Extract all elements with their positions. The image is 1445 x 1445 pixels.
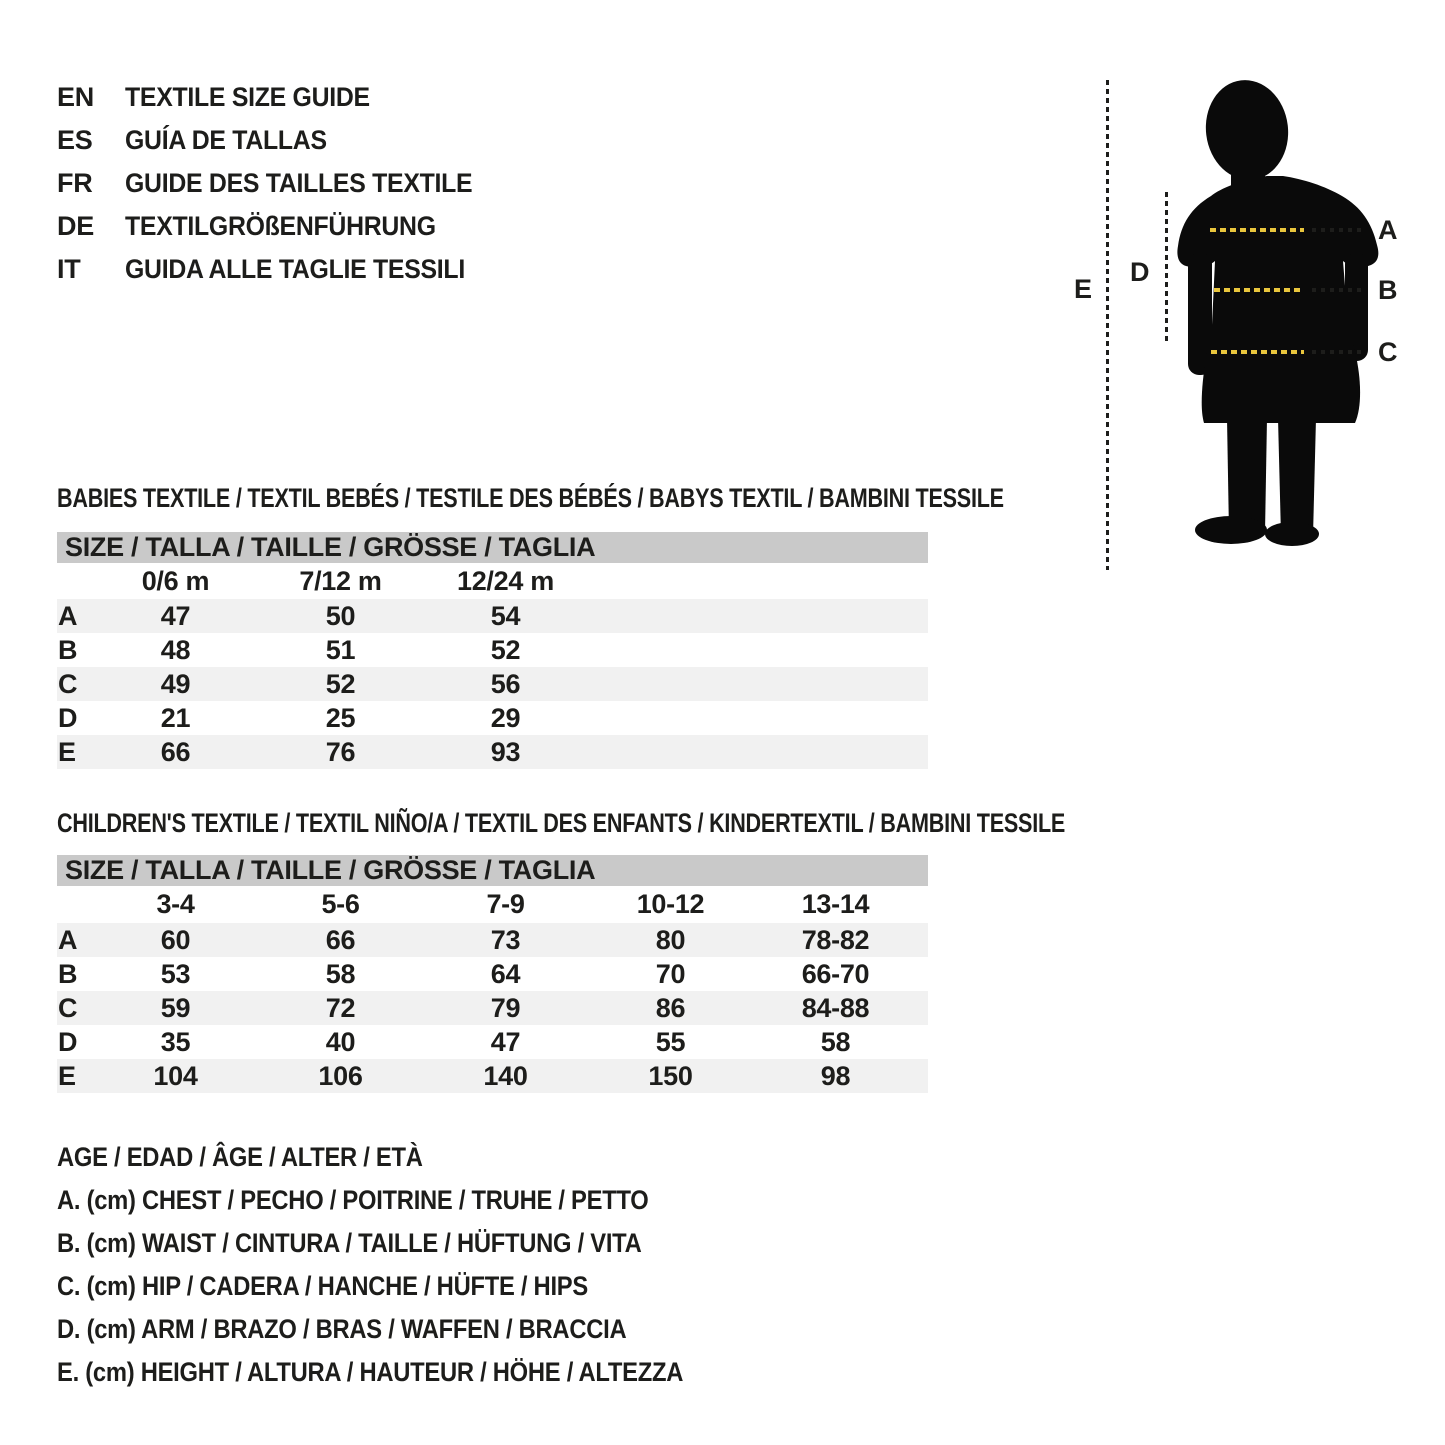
cell: 54 <box>490 600 521 631</box>
cell: 47 <box>160 600 191 631</box>
size-header-label: SIZE / TALLA / TAILLE / GRÖSSE / TAGLIA <box>65 532 596 562</box>
cell: 79 <box>490 992 521 1023</box>
waist-measure-line-b <box>1214 288 1302 292</box>
guide-title-it: GUIDA ALLE TAGLIE TESSILI <box>125 254 465 284</box>
cell: 21 <box>160 702 191 733</box>
cell: 50 <box>325 600 356 631</box>
cell: 78-82 <box>801 924 870 955</box>
size-header-bar <box>57 855 928 886</box>
lang-code: DE <box>57 211 94 241</box>
cell: 60 <box>160 924 191 955</box>
lang-line-de <box>57 205 503 248</box>
cell: 25 <box>325 702 356 733</box>
table-row <box>57 633 928 667</box>
cell: 58 <box>325 958 356 989</box>
row-label: C <box>58 992 78 1023</box>
cell: 59 <box>160 992 191 1023</box>
babies-section-title <box>57 483 1241 514</box>
column-header: 7/12 m <box>299 565 382 596</box>
cell: 93 <box>490 736 521 767</box>
cell: 86 <box>655 992 686 1023</box>
figure-label-a: A <box>1378 215 1398 245</box>
chest-measure-leader-a <box>1312 228 1366 232</box>
row-label: E <box>58 1060 76 1091</box>
cell: 29 <box>490 702 521 733</box>
figure-label-c: C <box>1378 337 1398 367</box>
measurement-legend <box>57 1136 768 1394</box>
table-row <box>57 667 928 701</box>
babies-section-title-text: BABIES TEXTILE / TEXTIL BEBÉS / TESTILE DES BÉBÉS / BABYS TEXTIL / BAMBINI TESSILE <box>57 483 1004 513</box>
lang-code: EN <box>57 82 94 112</box>
row-label: D <box>58 1026 78 1057</box>
cell: 40 <box>325 1026 356 1057</box>
legend-age: AGE / EDAD / ÂGE / ALTER / ETÀ <box>57 1142 423 1172</box>
figure-label-b: B <box>1378 275 1398 305</box>
table-row <box>57 701 928 735</box>
arm-measure-line-d <box>1165 192 1168 343</box>
cell: 140 <box>483 1060 528 1091</box>
table-row <box>57 599 928 633</box>
column-header: 3-4 <box>156 889 195 919</box>
guide-title-es: GUÍA DE TALLAS <box>125 125 327 155</box>
cell: 58 <box>820 1026 851 1057</box>
cell: 47 <box>490 1026 521 1057</box>
legend-waist: B. (cm) WAIST / CINTURA / TAILLE / HÜFTUNG / VITA <box>57 1228 642 1258</box>
cell: 98 <box>820 1060 851 1091</box>
chest-measure-line-a <box>1210 228 1304 232</box>
lang-line-fr <box>57 162 503 205</box>
child-silhouette <box>1175 78 1405 548</box>
table-row <box>57 923 928 957</box>
row-label: A <box>58 600 78 631</box>
guide-title-de: TEXTILGRÖßENFÜHRUNG <box>125 211 436 241</box>
column-header: 10-12 <box>636 889 705 919</box>
lang-code: IT <box>57 254 81 284</box>
cell: 104 <box>153 1060 198 1091</box>
row-label: D <box>58 702 78 733</box>
column-header: 7-9 <box>486 889 525 919</box>
cell: 66 <box>325 924 356 955</box>
babies-size-table <box>57 532 928 769</box>
cell: 70 <box>655 958 686 989</box>
cell: 73 <box>490 924 521 955</box>
cell: 150 <box>648 1060 693 1091</box>
cell: 76 <box>325 736 356 767</box>
cell: 66 <box>160 736 191 767</box>
legend-arm: D. (cm) ARM / BRAZO / BRAS / WAFFEN / BRACCIA <box>57 1314 627 1344</box>
size-header-bar <box>57 532 928 563</box>
cell: 49 <box>160 668 191 699</box>
column-header: 5-6 <box>321 889 360 919</box>
legend-hip: C. (cm) HIP / CADERA / HANCHE / HÜFTE / HIPS <box>57 1271 588 1301</box>
guide-title-fr: GUIDE DES TAILLES TEXTILE <box>125 168 473 198</box>
cell: 80 <box>655 924 686 955</box>
cell: 52 <box>490 634 521 665</box>
lang-line-es <box>57 119 503 162</box>
language-title-block <box>57 76 503 291</box>
column-header: 13-14 <box>801 889 870 919</box>
corner-cell <box>57 563 93 599</box>
lang-line-it <box>57 248 503 291</box>
row-label: B <box>58 958 78 989</box>
row-label: C <box>58 668 78 699</box>
cell: 51 <box>325 634 356 665</box>
row-label: E <box>58 736 76 767</box>
lang-code: ES <box>57 125 93 155</box>
row-label: A <box>58 924 78 955</box>
legend-chest: A. (cm) CHEST / PECHO / POITRINE / TRUHE / PETTO <box>57 1185 649 1215</box>
table-row <box>57 991 928 1025</box>
table-row <box>57 1025 928 1059</box>
cell: 56 <box>490 668 521 699</box>
table-row <box>57 957 928 991</box>
table-row <box>57 1059 928 1093</box>
figure-label-e: E <box>1074 274 1092 304</box>
waist-measure-leader-b <box>1312 288 1366 292</box>
guide-title-en: TEXTILE SIZE GUIDE <box>125 82 370 112</box>
legend-height: E. (cm) HEIGHT / ALTURA / HAUTEUR / HÖHE / ALTEZZA <box>57 1357 684 1387</box>
children-size-table <box>57 855 928 1093</box>
measurement-figure <box>1060 60 1445 620</box>
column-header: 0/6 m <box>141 565 210 596</box>
lang-code: FR <box>57 168 93 198</box>
cell: 66-70 <box>801 958 870 989</box>
babies-column-headers <box>57 563 928 599</box>
cell: 52 <box>325 668 356 699</box>
cell: 55 <box>655 1026 686 1057</box>
figure-label-d: D <box>1130 257 1150 287</box>
cell: 72 <box>325 992 356 1023</box>
cell: 64 <box>490 958 521 989</box>
table-row <box>57 735 928 769</box>
children-section-title <box>57 808 1317 839</box>
children-section-title-text: CHILDREN'S TEXTILE / TEXTIL NIÑO/A / TEXTIL DES ENFANTS / KINDERTEXTIL / BAMBINI TESSILE <box>57 808 1066 838</box>
lang-line-en <box>57 76 503 119</box>
hip-measure-leader-c <box>1312 350 1366 354</box>
children-column-headers <box>57 886 928 923</box>
column-header: 12/24 m <box>457 565 554 596</box>
size-header-label: SIZE / TALLA / TAILLE / GRÖSSE / TAGLIA <box>65 855 596 885</box>
cell: 53 <box>160 958 191 989</box>
cell: 48 <box>160 634 191 665</box>
cell: 35 <box>160 1026 191 1057</box>
cell: 106 <box>318 1060 363 1091</box>
cell: 84-88 <box>801 992 870 1023</box>
hip-measure-line-c <box>1211 350 1304 354</box>
corner-cell <box>57 886 93 923</box>
row-label: B <box>58 634 78 665</box>
